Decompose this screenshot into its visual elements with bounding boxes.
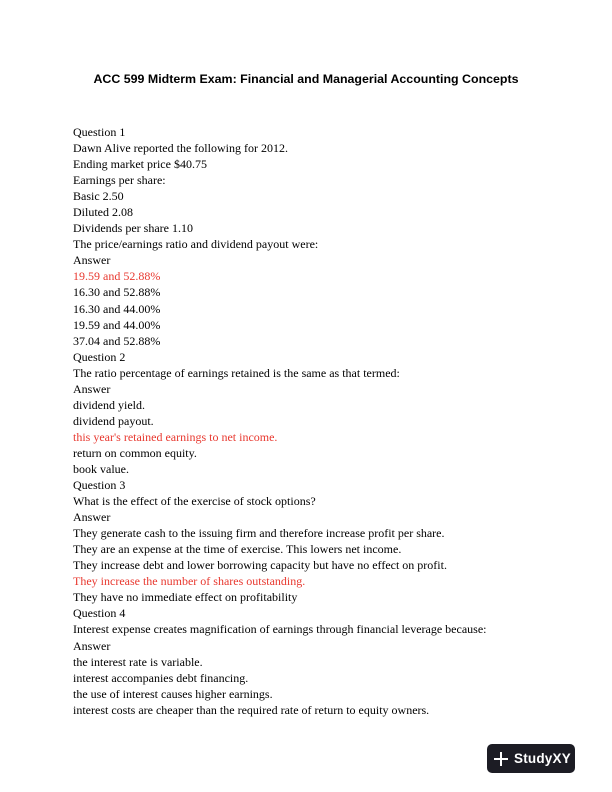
text-line: They are an expense at the time of exercise. This lowers net income. <box>73 542 402 557</box>
text-line: Dividends per share 1.10 <box>73 221 193 236</box>
text-line: interest costs are cheaper than the required rate of return to equity owners. <box>73 702 430 717</box>
text-line: interest accompanies debt financing. <box>73 670 249 685</box>
text-line: return on common equity. <box>73 445 197 460</box>
correct-answer-option: 19.59 and 52.88% <box>73 269 161 284</box>
text-line: Earnings per share: <box>73 173 166 188</box>
text-line: 16.30 and 44.00% <box>73 301 161 316</box>
text-line: dividend yield. <box>73 397 145 412</box>
text-line: the interest rate is variable. <box>73 654 203 669</box>
text-line: They increase debt and lower borrowing capacity but have no effect on profit. <box>73 558 447 573</box>
logo-text: StudyXY <box>514 751 571 766</box>
text-line: The ratio percentage of earnings retained is the same as that termed: <box>73 365 400 380</box>
question-number: Question 2 <box>73 349 126 364</box>
page-title: ACC 599 Midterm Exam: Financial and Managerial Accounting Concepts <box>93 72 519 86</box>
text-line: book value. <box>73 461 129 476</box>
text-line: 19.59 and 44.00% <box>73 317 161 332</box>
text-line: Interest expense creates magnification of earnings through financial leverage because: <box>73 622 487 637</box>
answer-label: Answer <box>73 381 111 396</box>
answer-label: Answer <box>73 510 111 525</box>
question-number: Question 1 <box>73 125 126 139</box>
text-line: Diluted 2.08 <box>73 205 133 220</box>
text-line: The price/earnings ratio and dividend payout were: <box>73 237 319 252</box>
question-number: Question 3 <box>73 478 126 493</box>
correct-answer-option: They increase the number of shares outstanding. <box>73 574 306 589</box>
text-line: 37.04 and 52.88% <box>73 333 161 348</box>
text-line: They generate cash to the issuing firm and therefore increase profit per share. <box>73 526 445 541</box>
text-line: Basic 2.50 <box>73 189 124 204</box>
text-line: dividend payout. <box>73 413 154 428</box>
question-number: Question 4 <box>73 606 126 621</box>
text-line: the use of interest causes higher earnings. <box>73 686 273 701</box>
answer-label: Answer <box>73 253 111 268</box>
text-line: They have no immediate effect on profitability <box>73 590 298 605</box>
text-line: 16.30 and 52.88% <box>73 285 161 300</box>
text-line: What is the effect of the exercise of stock options? <box>73 494 316 509</box>
text-line: Dawn Alive reported the following for 2012. <box>73 141 288 156</box>
studyxy-logo <box>487 744 575 773</box>
text-line: Ending market price $40.75 <box>73 157 207 172</box>
correct-answer-option: this year's retained earnings to net income. <box>73 429 278 444</box>
exam-content <box>73 124 593 718</box>
answer-label: Answer <box>73 638 111 653</box>
plus-icon <box>494 752 508 766</box>
